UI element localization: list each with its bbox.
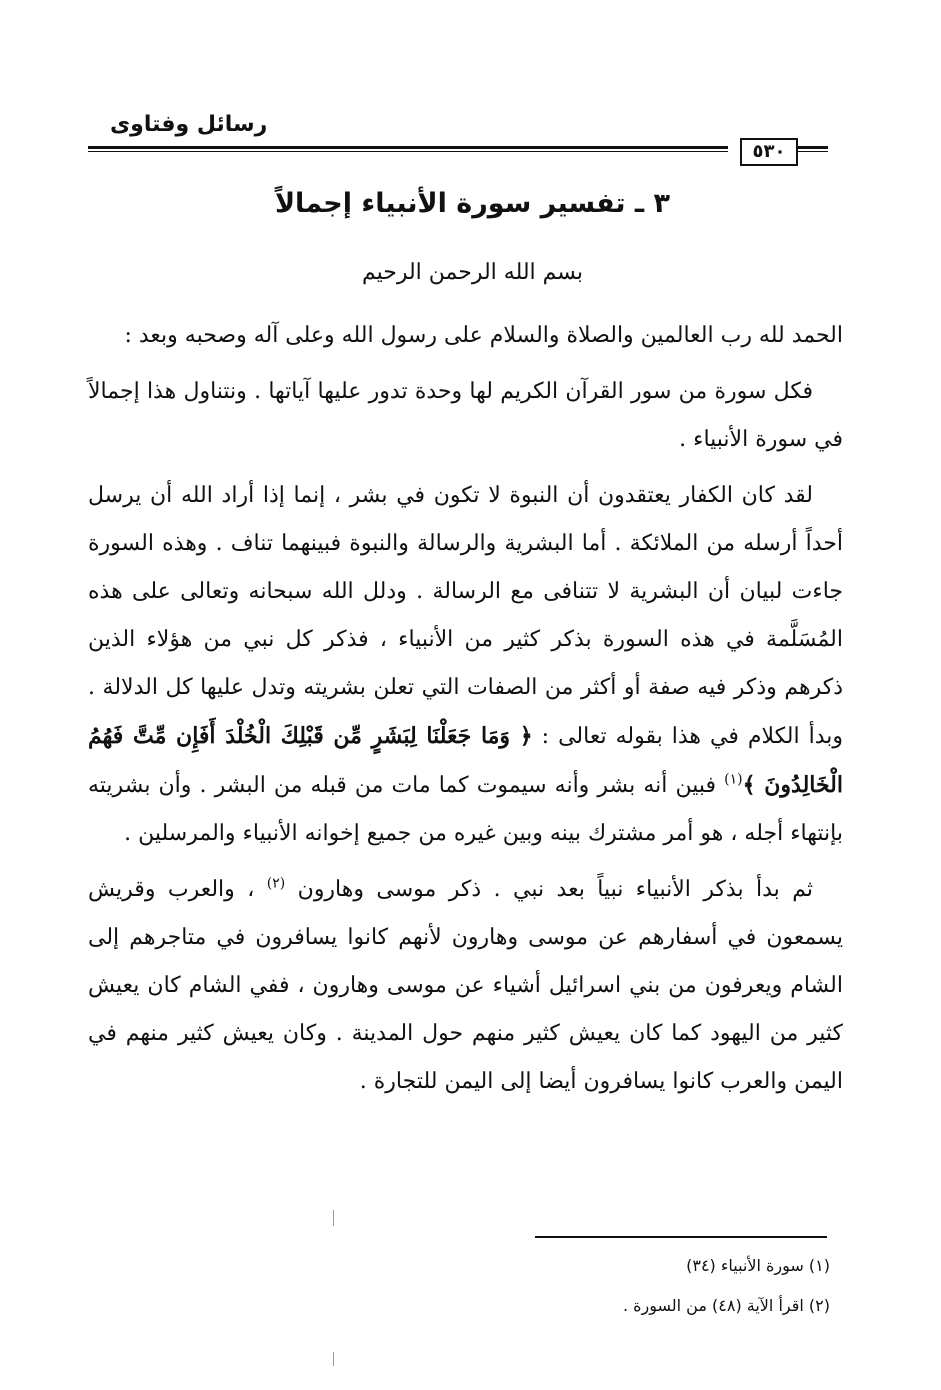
chapter-title: ٣ ـ تفسير سورة الأنبياء إجمالاً	[274, 188, 671, 219]
paragraph-intro: فكل سورة من سور القرآن الكريم لها وحدة تدور عليها آياتها . ونتناول هذا إجمالاً في سورة الأنبياء .	[88, 379, 843, 452]
paragraph-prophets	[88, 866, 843, 1106]
header-rule	[88, 140, 828, 158]
footnote-ref-1[interactable]: (١)	[724, 771, 743, 788]
paragraph-text: لقد كان الكفار يعتقدون أن النبوة لا تكون في بشر ، إنما إذا أراد الله أن يرسل أحداً أرسله من الملائكة . أما البشرية والرسالة والنبوة فبينهما تناف . وهذه السورة جاءت لبيان أن البشرية لا تتنافى مع الرسالة . ودلل الله سبحانه وتعالى على هذه المُسَلَّمة في هذه السورة بذكر كثير من الأنبياء ، فذكر كل نبي من هؤلاء الذين ذكرهم وذكر فيه صفة أو أكثر من الصفات التي تعلن بشريته وتدل عليها كل الدلالة . وبدأ الكلام في هذا بقوله تعالى :	[88, 483, 843, 749]
footnote-1: (١) سورة الأنبياء (٣٤)	[686, 1256, 830, 1275]
basmala: بسم الله الرحمن الرحيم	[361, 260, 584, 285]
paragraph-prophethood	[88, 472, 843, 858]
body-text	[88, 312, 843, 1114]
footnote-2: (٢) اقرأ الآية (٤٨) من السورة .	[622, 1296, 830, 1315]
page-number: ٥٣٠	[740, 138, 798, 166]
running-title: رسائل وفتاوى	[110, 112, 268, 137]
paragraph-text: ثم بدأ بذكر الأنبياء نبياً بعد نبي . ذكر موسى وهارون	[297, 877, 813, 902]
footnote-ref-2[interactable]: (٢)	[266, 875, 286, 892]
footnote-divider	[535, 1236, 827, 1238]
quran-verse: ﴿ وَمَا جَعَلْنَا لِبَشَرٍ مِّن قَبْلِكَ الْخُلْدَ أَفَإِن مِّتَّ فَهُمُ الْخَالِدُونَ ﴾	[88, 723, 843, 798]
paragraph-opening: الحمد لله رب العالمين والصلاة والسلام على رسول الله وعلى آله وصحبه وبعد :	[124, 323, 843, 348]
scan-mark	[333, 1352, 334, 1366]
scan-mark	[333, 1210, 334, 1226]
paragraph-text: فبين أنه بشر وأنه سيموت كما مات من قبله من البشر . وأن بشريته بإنتهاء أجله ، هو أمر مشترك بينه وبين غيره من جميع إخوانه الأنبياء والمرسلين .	[88, 773, 843, 846]
paragraph-text: ، والعرب وقريش يسمعون في أسفارهم عن موسى وهارون لأنهم كانوا يسافرون في متاجرهم إلى الشام ويعرفون من بني اسرائيل أشياء عن موسى وهارون ، ففي الشام كان يعيش كثير من اليهود كما كان يعيش كثير منهم حول المدينة . وكان يعيش كثير منهم في اليمن والعرب كانوا يسافرون أيضا إلى اليمن للتجارة .	[88, 877, 843, 1094]
footnotes	[480, 1246, 830, 1326]
